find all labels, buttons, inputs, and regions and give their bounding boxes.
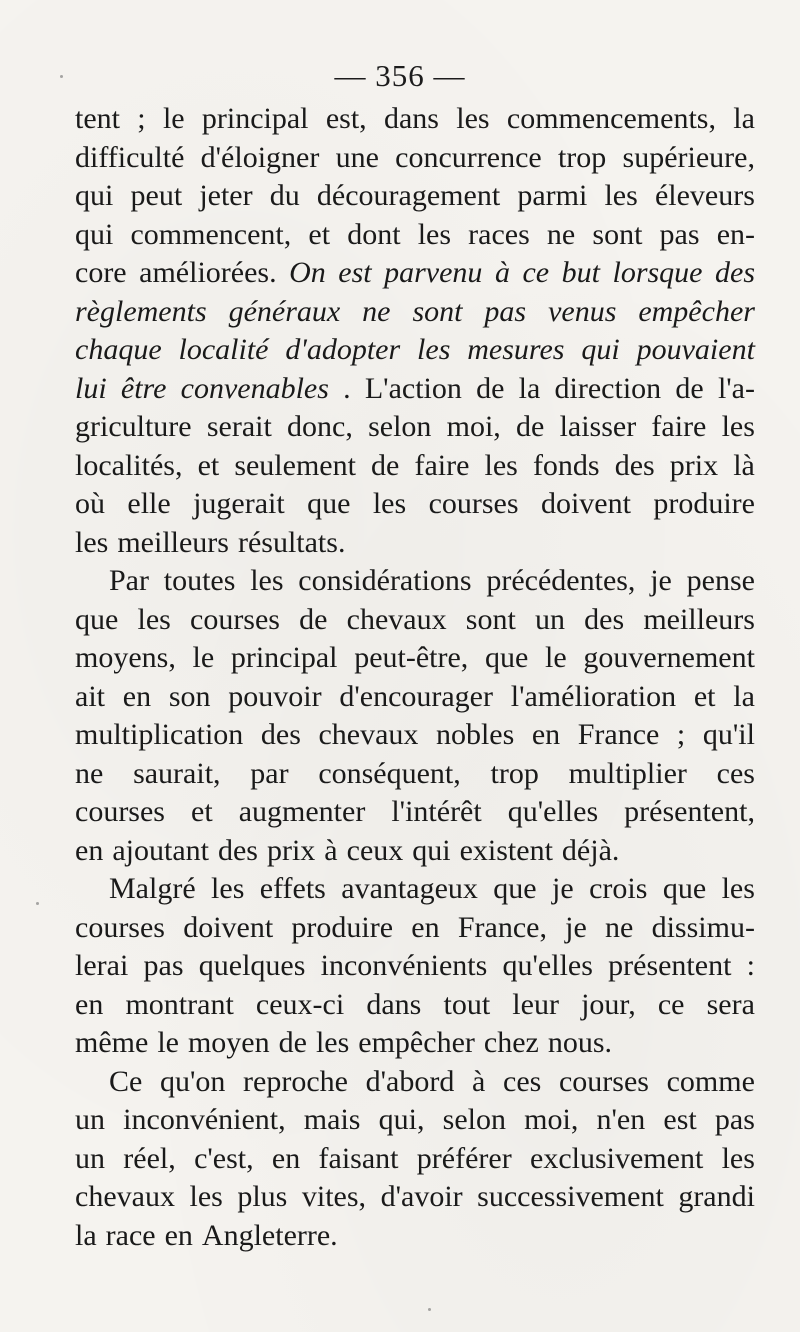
- word: préférer: [416, 1141, 512, 1175]
- word: existent: [459, 833, 553, 867]
- word: des: [584, 602, 625, 636]
- word: exclusivement: [530, 1141, 704, 1175]
- text-line: [75, 755, 755, 794]
- word: des: [260, 718, 301, 751]
- word: ne: [362, 294, 391, 328]
- word: parmi: [517, 179, 588, 212]
- word: leur: [512, 987, 559, 1021]
- word: principal: [201, 102, 309, 135]
- word: chevaux: [346, 602, 447, 636]
- word: pouvoir: [228, 679, 322, 713]
- word: qu'on: [159, 1064, 226, 1098]
- word: des: [715, 256, 755, 289]
- word: du: [269, 179, 300, 212]
- ink-speck: [428, 1308, 431, 1311]
- word: les: [372, 487, 407, 520]
- word: ce: [522, 256, 550, 289]
- word: en: [75, 833, 104, 867]
- word: à: [494, 256, 510, 289]
- word: inconvénients: [320, 949, 488, 982]
- word: chaque: [75, 333, 162, 366]
- word: nous.: [547, 1026, 613, 1059]
- word: une: [335, 140, 379, 174]
- word: que: [75, 602, 119, 636]
- word: pense: [686, 564, 755, 597]
- text-line: [75, 139, 755, 178]
- word: à: [324, 833, 338, 867]
- word: et: [191, 795, 213, 828]
- word: je: [565, 910, 587, 944]
- word: core: [75, 256, 127, 289]
- word: sont: [465, 602, 516, 636]
- text-line: [75, 1217, 755, 1256]
- word: courses: [428, 487, 519, 520]
- text-line: [75, 601, 755, 640]
- word: seulement: [234, 448, 356, 482]
- word: laisser: [559, 410, 637, 443]
- word: principal: [230, 641, 338, 674]
- word: convenables: [180, 371, 329, 405]
- word: les: [315, 1026, 350, 1059]
- word: qui: [75, 217, 114, 251]
- word: but: [561, 256, 600, 289]
- word: de: [516, 410, 545, 443]
- text-line: [75, 1101, 755, 1140]
- word: pas: [659, 217, 700, 251]
- text-line: [75, 1024, 755, 1063]
- word: en: [122, 679, 152, 713]
- ink-speck: [60, 75, 63, 78]
- page-number: — 356 —: [334, 58, 466, 93]
- word: France,: [457, 910, 547, 944]
- word: que: [662, 872, 707, 905]
- word: direction: [554, 371, 662, 405]
- word: et: [308, 217, 331, 251]
- ink-speck: [36, 902, 39, 905]
- word: multiplication: [75, 718, 244, 751]
- word: la: [733, 679, 755, 713]
- word: fonds: [532, 448, 600, 482]
- word: découragement: [316, 179, 501, 212]
- word: les: [484, 448, 518, 482]
- word: en: [271, 1141, 301, 1175]
- word: pas: [714, 1103, 755, 1136]
- word: être: [120, 371, 167, 405]
- text-line: [75, 909, 755, 948]
- word: successivement: [477, 1180, 664, 1213]
- word: L'action: [364, 371, 462, 405]
- word: sont: [412, 294, 463, 328]
- word: les: [604, 179, 638, 212]
- word: Malgré: [109, 872, 196, 905]
- text-line: [75, 678, 755, 717]
- word: dans: [366, 987, 422, 1021]
- word: race: [105, 1218, 156, 1252]
- word: Angleterre.: [201, 1218, 338, 1252]
- word: selon: [368, 410, 432, 443]
- word: qu'elles: [507, 795, 599, 828]
- word: dans: [383, 102, 439, 135]
- word: moyen: [187, 1026, 270, 1059]
- text-line: [75, 293, 755, 332]
- word: le: [192, 641, 215, 674]
- word: Par: [109, 564, 149, 597]
- word: gouvernement: [583, 641, 755, 674]
- word: ajoutant: [112, 833, 209, 867]
- body-text: [75, 100, 755, 1255]
- word: améliorées.: [139, 256, 277, 289]
- word: produire: [653, 487, 755, 520]
- word: augmenter: [238, 795, 366, 828]
- word: concurrence: [395, 140, 542, 174]
- word: en: [75, 987, 104, 1021]
- word: France: [577, 718, 660, 751]
- text-line: [75, 716, 755, 755]
- word: d'adopter: [285, 333, 401, 366]
- word: chevaux: [318, 718, 419, 751]
- word: de: [371, 448, 400, 482]
- word: présentent: [608, 949, 732, 982]
- word: dissimu-: [651, 910, 755, 944]
- word: quelques: [198, 949, 306, 982]
- word: même: [75, 1026, 149, 1059]
- word: la: [518, 371, 541, 405]
- word: courses: [190, 602, 280, 636]
- word: est,: [325, 102, 367, 135]
- text-line: [75, 793, 755, 832]
- word: par: [250, 756, 289, 790]
- word: précédentes,: [486, 564, 636, 597]
- word: les: [417, 333, 451, 366]
- word: les: [189, 1180, 223, 1213]
- word: doivent: [540, 487, 631, 520]
- word: qu'elles: [502, 949, 593, 982]
- word: vites,: [301, 1180, 367, 1213]
- word: de: [278, 1026, 307, 1059]
- word: jour,: [581, 987, 636, 1021]
- word: commencements,: [506, 102, 716, 135]
- word: montrant: [125, 987, 234, 1021]
- word: localités,: [75, 448, 183, 482]
- text-line: [75, 408, 755, 447]
- word: toutes: [163, 564, 236, 597]
- word: que: [484, 641, 529, 674]
- word: des: [217, 833, 258, 867]
- word: un: [75, 1141, 105, 1175]
- text-line: [75, 832, 755, 871]
- word: sont: [592, 217, 643, 251]
- word: jugerait: [193, 487, 285, 520]
- word: éleveurs: [654, 179, 755, 212]
- word: crois: [589, 872, 648, 905]
- word: la: [75, 1218, 97, 1252]
- word: ce: [657, 987, 685, 1021]
- word: l'amélioration: [510, 679, 677, 713]
- word: multiplier: [568, 756, 687, 790]
- word: reproche: [243, 1064, 348, 1098]
- word: ait: [75, 679, 105, 713]
- word: les: [456, 102, 490, 135]
- word: empêcher: [638, 294, 755, 328]
- word: comme: [666, 1064, 755, 1098]
- word: les: [137, 602, 171, 636]
- text-line: [75, 1063, 755, 1102]
- text-line: [75, 562, 755, 601]
- word: ;: [676, 718, 686, 751]
- text-line: [75, 370, 755, 409]
- word: de: [299, 602, 328, 636]
- word: empêcher: [358, 1026, 475, 1059]
- word: pouvaient: [636, 333, 755, 366]
- word: l'a-: [717, 371, 755, 405]
- word: conséquent,: [318, 756, 461, 790]
- word: réel,: [123, 1141, 176, 1175]
- word: ne: [605, 910, 634, 944]
- word: est: [338, 256, 372, 289]
- word: ne: [75, 756, 104, 790]
- word: généraux: [228, 294, 341, 328]
- text-line: [75, 485, 755, 524]
- word: griculture: [75, 410, 192, 443]
- word: lerai: [75, 949, 129, 982]
- word: règlements: [75, 294, 207, 328]
- word: doivent: [183, 910, 274, 944]
- word: tent: [75, 102, 120, 135]
- word: meilleurs: [117, 525, 229, 559]
- word: mesures: [467, 333, 565, 366]
- word: trop: [490, 756, 539, 790]
- word: l'intérêt: [391, 795, 482, 828]
- word: le: [162, 102, 185, 135]
- word: d'encourager: [339, 679, 493, 713]
- word: ceux-ci: [255, 987, 345, 1021]
- word: plus: [237, 1180, 288, 1213]
- word: de: [675, 371, 704, 405]
- word: mais: [303, 1103, 361, 1136]
- word: difficulté: [75, 140, 185, 174]
- word: présentent,: [624, 795, 755, 828]
- text-line: [75, 870, 755, 909]
- text-line: [75, 447, 755, 486]
- word: pas: [143, 949, 184, 982]
- word: venus: [548, 294, 617, 328]
- word: prix: [266, 833, 316, 867]
- word: courses: [75, 910, 165, 944]
- word: est: [663, 1103, 697, 1136]
- word: le: [157, 1026, 179, 1059]
- word: en: [411, 910, 440, 944]
- text-line: [75, 331, 755, 370]
- word: les: [75, 525, 109, 559]
- word: en-: [716, 217, 755, 251]
- word: tout: [443, 987, 491, 1021]
- word: considérations: [298, 564, 472, 597]
- word: en: [164, 1218, 193, 1252]
- word: :: [746, 949, 755, 982]
- word: les: [211, 872, 245, 905]
- word: je: [650, 564, 672, 597]
- word: produire: [291, 910, 394, 944]
- word: races: [468, 217, 530, 251]
- word: prix: [669, 448, 719, 482]
- text-line: [75, 1140, 755, 1179]
- word: ceux: [346, 833, 404, 867]
- word: chevaux: [75, 1180, 175, 1213]
- word: les: [721, 1141, 755, 1175]
- word: moi,: [446, 410, 501, 443]
- word: elle: [127, 487, 171, 520]
- word: On: [289, 256, 326, 289]
- text-line: [75, 216, 755, 255]
- word: faisant: [318, 1141, 399, 1175]
- word: moyens,: [75, 641, 176, 674]
- word: je: [552, 872, 574, 905]
- text-line: [75, 986, 755, 1025]
- word: que: [307, 487, 351, 520]
- word: dont: [347, 217, 401, 251]
- word: les: [250, 564, 284, 597]
- word: donc,: [287, 410, 353, 443]
- text-line: [75, 524, 755, 563]
- word: où: [75, 487, 105, 520]
- word: d'éloigner: [200, 140, 320, 174]
- word: .: [343, 371, 351, 405]
- text-line: [75, 254, 755, 293]
- word: et: [197, 448, 220, 482]
- word: lui: [75, 371, 107, 405]
- word: ;: [137, 102, 146, 135]
- word: le: [545, 641, 567, 674]
- word: saurait,: [133, 756, 221, 790]
- word: courses: [558, 1064, 649, 1098]
- word: supérieure,: [622, 140, 755, 174]
- text-line: [75, 177, 755, 216]
- word: un: [75, 1103, 105, 1136]
- word: d'avoir: [380, 1180, 463, 1213]
- word: à: [472, 1064, 486, 1098]
- word: lorsque: [612, 256, 703, 289]
- word: effets: [259, 872, 326, 905]
- word: son: [168, 679, 211, 713]
- text-line: [75, 1178, 755, 1217]
- word: la: [733, 102, 755, 135]
- word: moi,: [524, 1103, 579, 1136]
- word: faire: [651, 410, 707, 443]
- word: inconvénient,: [123, 1103, 286, 1136]
- word: déjà.: [561, 833, 620, 867]
- word: d'abord: [365, 1064, 455, 1098]
- word: de: [476, 371, 505, 405]
- word: avantageux: [341, 872, 478, 905]
- word: peut: [130, 179, 183, 212]
- text-line: [75, 947, 755, 986]
- word: faire: [414, 448, 470, 482]
- word: ne: [546, 217, 576, 251]
- word: c'est,: [194, 1141, 254, 1175]
- word: qui: [412, 833, 451, 867]
- word: meilleurs: [643, 602, 755, 636]
- word: parvenu: [384, 256, 483, 289]
- word: les: [721, 872, 755, 905]
- text-line: [75, 639, 755, 678]
- word: ces: [503, 1064, 542, 1098]
- word: les: [721, 410, 755, 443]
- word: chez: [483, 1026, 539, 1059]
- word: selon: [442, 1103, 506, 1136]
- word: résultats.: [237, 525, 346, 559]
- word: courses: [75, 795, 165, 828]
- word: n'en: [596, 1103, 646, 1136]
- word: pas: [484, 294, 527, 328]
- word: commencent,: [130, 217, 292, 251]
- word: trop: [557, 140, 607, 174]
- word: qui,: [378, 1103, 425, 1136]
- word: serait: [206, 410, 272, 443]
- word: les: [417, 217, 452, 251]
- word: qui: [75, 179, 114, 212]
- word: qu'il: [702, 718, 755, 751]
- text-line: [75, 100, 755, 139]
- word: sera: [706, 987, 755, 1021]
- word: que: [493, 872, 537, 905]
- word: là: [733, 448, 755, 482]
- word: en: [531, 718, 561, 751]
- word: et: [693, 679, 716, 713]
- word: peut-être,: [354, 641, 469, 674]
- word: qui: [581, 333, 620, 366]
- word: ces: [716, 756, 755, 790]
- word: des: [614, 448, 655, 482]
- word: jeter: [199, 179, 253, 212]
- word: nobles: [435, 718, 515, 751]
- word: un: [534, 602, 565, 636]
- word: localité: [178, 333, 269, 366]
- word: grandi: [678, 1180, 755, 1213]
- word: Ce: [109, 1064, 143, 1098]
